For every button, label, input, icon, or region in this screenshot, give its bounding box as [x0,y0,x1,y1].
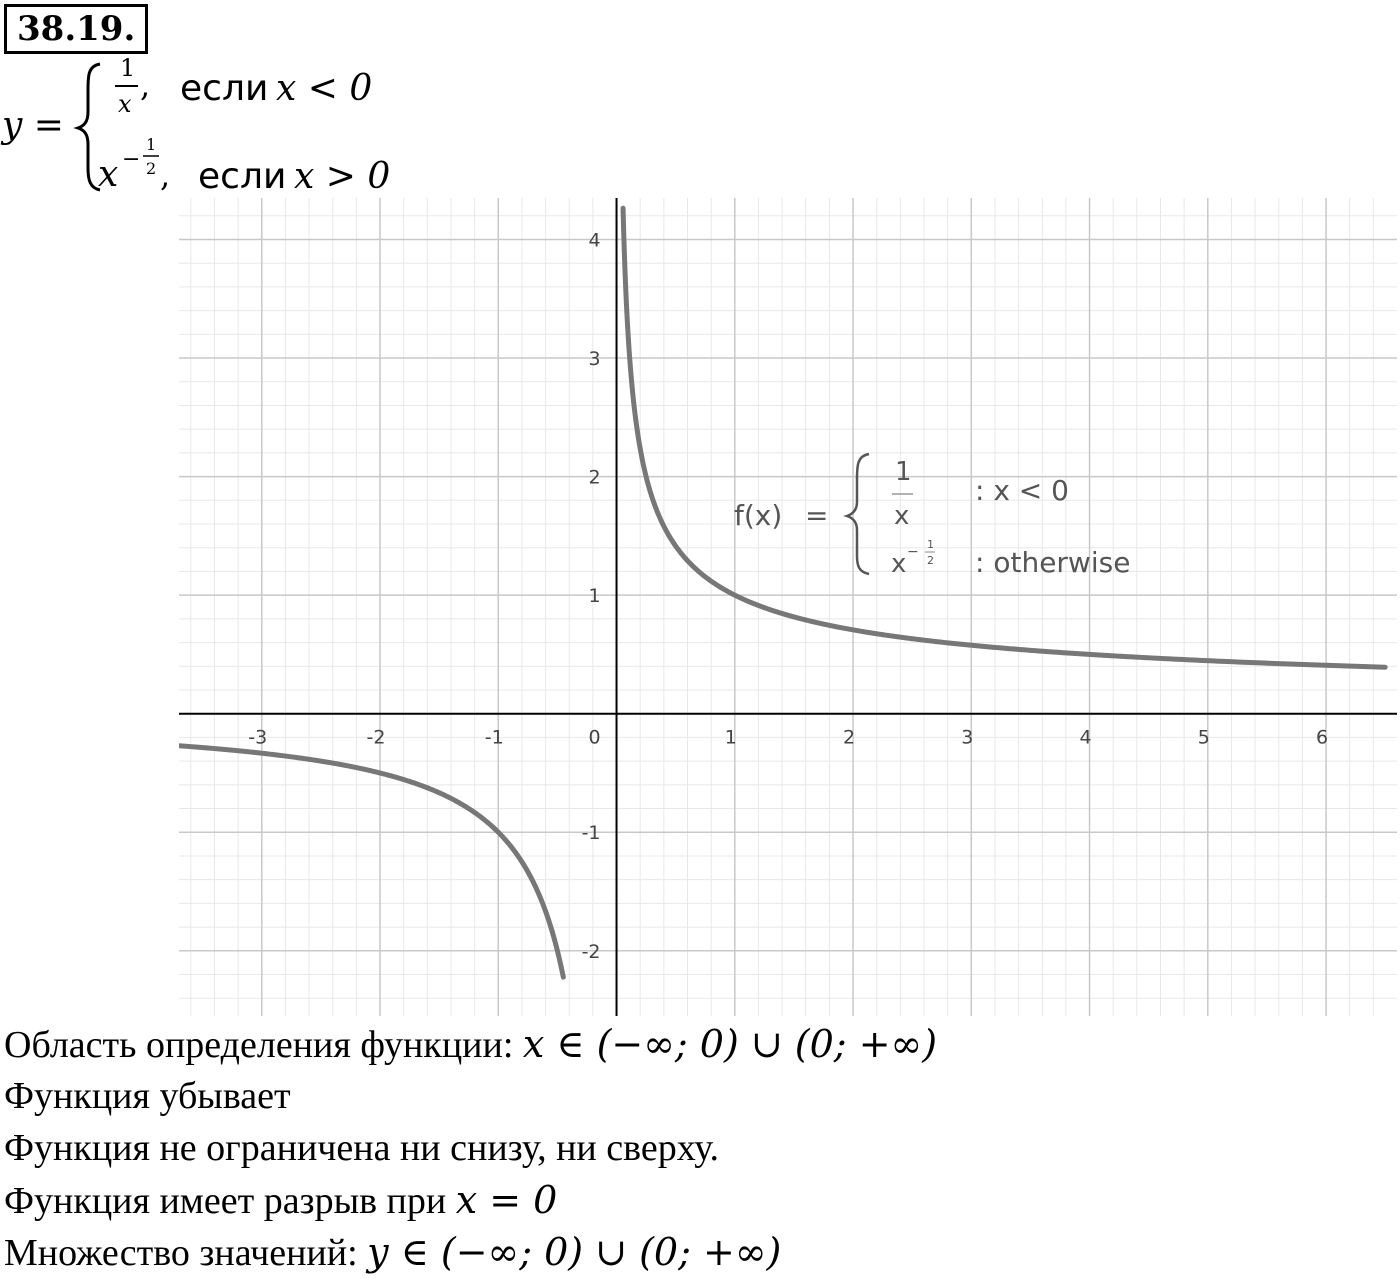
x-tick-label: -2 [366,726,386,749]
domain-value: x ∈ (−∞; 0) ∪ (0; +∞) [522,1022,938,1066]
y-tick-label: -1 [581,822,601,845]
domain-label: Область определения функции: [4,1024,523,1066]
formula-lhs: y = [2,105,64,146]
minor-grid [179,198,1397,1016]
boundedness-text: Функция не ограничена ни снизу, ни сверху. [4,1127,719,1169]
problem-number: 38.19. [4,4,148,54]
conclusions [4,1018,1394,1278]
annotation-case1-condition: : x < 0 [975,474,1069,507]
x-tick-label: -1 [484,726,504,749]
annotation-case2-base: x [891,549,907,579]
tick-labels [248,229,1328,962]
discontinuity-statement [4,1174,1394,1226]
boundedness-statement [4,1122,1394,1174]
case2-comma: , [160,156,171,194]
x-tick-label: 2 [842,726,856,749]
case2-exponent-sign: − [122,147,141,172]
monotonicity-text: Функция убывает [4,1075,291,1117]
x-tick-label: 5 [1197,726,1210,749]
range-value: y ∈ (−∞; 0) ∪ (0; +∞) [367,1230,782,1274]
annotation-case1-numerator: 1 [895,457,912,487]
curve-reciprocal [179,746,563,977]
annotation-equals: = [805,499,829,532]
monotonicity-statement [4,1070,1394,1122]
graph-annotation [734,454,1130,579]
domain-statement [4,1018,1394,1070]
piecewise-formula [0,52,420,200]
curve-inverse-sqrt [623,208,1385,667]
discontinuity-value: x = 0 [455,1178,558,1222]
case2-exponent-numerator: 1 [146,135,157,154]
annotation-case2-exponent-denominator: 2 [927,554,934,567]
x-tick-label: 0 [588,726,601,749]
annotation-case1-denominator: x [894,501,910,531]
annotation-lhs: f(x) [734,499,783,532]
case2-condition: x > 0 [294,156,391,197]
case1-denominator: x [118,90,132,118]
x-tick-label: 4 [1079,726,1092,749]
x-tick-label: 1 [724,726,737,749]
annotation-brace [847,454,869,574]
x-tick-label: 6 [1316,726,1329,749]
case2-exponent-denominator: 2 [146,159,157,178]
annotation-case2-exponent-numerator: 1 [927,538,934,551]
case1-comma: , [140,66,151,104]
annotation-case2-exponent-sign: − [907,544,919,560]
y-tick-label: 1 [588,585,601,608]
y-tick-label: 2 [588,466,601,489]
case2-base: x [98,154,119,195]
case2-condition-word: если [198,156,287,197]
range-label: Множество значений: [4,1232,368,1274]
case1-condition-word: если [180,68,269,109]
y-tick-label: -2 [581,940,601,963]
x-tick-label: -3 [248,726,268,749]
major-grid [179,198,1397,1016]
annotation-case2-condition: : otherwise [975,546,1131,579]
axes [179,198,1397,1016]
range-statement [4,1226,1394,1278]
y-tick-label: 4 [588,229,601,252]
case1-condition: x < 0 [276,68,373,109]
discontinuity-label: Функция имеет разрыв при [4,1180,456,1222]
x-tick-label: 3 [961,726,974,749]
left-brace [78,64,100,190]
case1-numerator: 1 [120,54,136,82]
function-graph [179,198,1397,1016]
y-tick-label: 3 [588,348,601,371]
